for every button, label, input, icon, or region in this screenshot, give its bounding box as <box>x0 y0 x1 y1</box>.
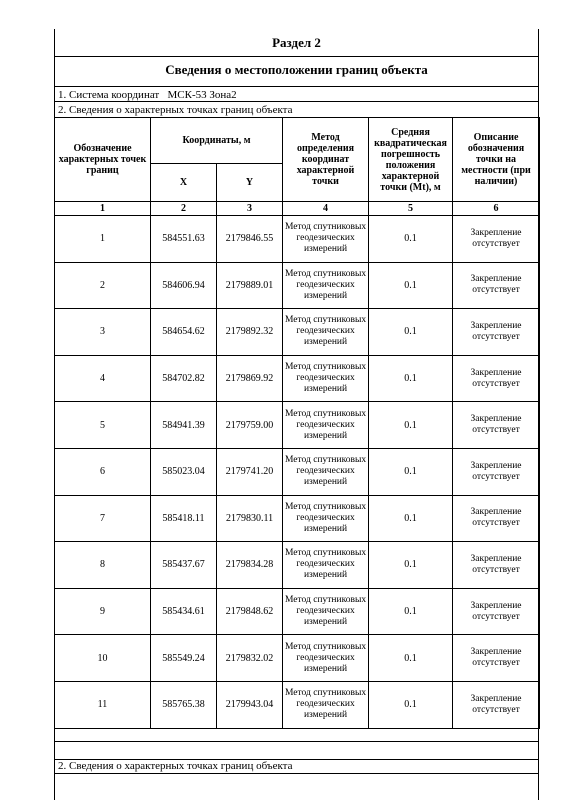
coord-y: 2179759.00 <box>217 402 283 449</box>
coord-y: 2179741.20 <box>217 448 283 495</box>
table-row <box>55 402 540 449</box>
method-cell: Метод спутниковых геодезических измерений <box>283 309 369 356</box>
description-cell: Закрепление отсутствует <box>453 216 540 263</box>
method-cell: Метод спутниковых геодезических измерений <box>283 635 369 682</box>
points-section-label: 2. Сведения о характерных точках границ объекта <box>58 104 293 116</box>
table-row <box>55 262 540 309</box>
coord-x: 585765.38 <box>151 681 217 728</box>
coord-y: 2179832.02 <box>217 635 283 682</box>
header-y: Y <box>217 164 283 202</box>
column-number: 3 <box>217 202 283 216</box>
table-row <box>55 216 540 263</box>
table-row <box>55 681 540 728</box>
method-cell: Метод спутниковых геодезических измерений <box>283 495 369 542</box>
table-row <box>55 542 540 589</box>
error-cell: 0.1 <box>369 635 453 682</box>
divider <box>54 86 539 87</box>
column-number: 1 <box>55 202 151 216</box>
point-id: 1 <box>55 216 151 263</box>
coord-x: 585023.04 <box>151 448 217 495</box>
coord-x: 585549.24 <box>151 635 217 682</box>
table-row <box>55 635 540 682</box>
footer-section-label: 2. Сведения о характерных точках границ объекта <box>58 760 293 772</box>
header-point: Обозначение характерных точек границ <box>55 118 151 202</box>
coord-x: 584551.63 <box>151 216 217 263</box>
coord-system-value: МСК-53 Зона2 <box>167 89 237 101</box>
table-row <box>55 588 540 635</box>
coord-y: 2179943.04 <box>217 681 283 728</box>
point-id: 5 <box>55 402 151 449</box>
point-id: 6 <box>55 448 151 495</box>
coord-x: 584654.62 <box>151 309 217 356</box>
divider <box>54 773 539 774</box>
error-cell: 0.1 <box>369 355 453 402</box>
error-cell: 0.1 <box>369 448 453 495</box>
point-id: 2 <box>55 262 151 309</box>
description-cell: Закрепление отсутствует <box>453 355 540 402</box>
header-x: X <box>151 164 217 202</box>
description-cell: Закрепление отсутствует <box>453 309 540 356</box>
section-title: Раздел 2 <box>272 35 321 50</box>
coord-x: 584941.39 <box>151 402 217 449</box>
error-cell: 0.1 <box>369 588 453 635</box>
error-cell: 0.1 <box>369 309 453 356</box>
coord-x: 585437.67 <box>151 542 217 589</box>
method-cell: Метод спутниковых геодезических измерений <box>283 681 369 728</box>
error-cell: 0.1 <box>369 542 453 589</box>
coord-y: 2179848.62 <box>217 588 283 635</box>
coord-y: 2179892.32 <box>217 309 283 356</box>
divider <box>54 56 539 57</box>
method-cell: Метод спутниковых геодезических измерений <box>283 542 369 589</box>
coord-y: 2179889.01 <box>217 262 283 309</box>
header-coords: Координаты, м <box>151 118 283 164</box>
description-cell: Закрепление отсутствует <box>453 402 540 449</box>
table-row <box>55 355 540 402</box>
section-subtitle: Сведения о местоположении границ объекта <box>165 62 428 77</box>
points-table-body <box>55 216 540 729</box>
point-id: 3 <box>55 309 151 356</box>
column-number: 6 <box>453 202 540 216</box>
method-cell: Метод спутниковых геодезических измерений <box>283 355 369 402</box>
table-row <box>55 309 540 356</box>
point-id: 10 <box>55 635 151 682</box>
coord-x: 585434.61 <box>151 588 217 635</box>
coord-y: 2179846.55 <box>217 216 283 263</box>
description-cell: Закрепление отсутствует <box>453 448 540 495</box>
coord-x: 584702.82 <box>151 355 217 402</box>
coord-system-row <box>58 89 237 101</box>
coord-y: 2179834.28 <box>217 542 283 589</box>
error-cell: 0.1 <box>369 681 453 728</box>
header-description: Описание обозначения точки на местности (при наличии) <box>453 118 540 202</box>
description-cell: Закрепление отсутствует <box>453 542 540 589</box>
point-id: 11 <box>55 681 151 728</box>
error-cell: 0.1 <box>369 216 453 263</box>
coord-x: 584606.94 <box>151 262 217 309</box>
error-cell: 0.1 <box>369 495 453 542</box>
point-id: 4 <box>55 355 151 402</box>
coord-x: 585418.11 <box>151 495 217 542</box>
method-cell: Метод спутниковых геодезических измерений <box>283 402 369 449</box>
description-cell: Закрепление отсутствует <box>453 262 540 309</box>
method-cell: Метод спутниковых геодезических измерений <box>283 216 369 263</box>
description-cell: Закрепление отсутствует <box>453 635 540 682</box>
divider <box>54 101 539 102</box>
error-cell: 0.1 <box>369 402 453 449</box>
table-row <box>55 495 540 542</box>
column-number: 5 <box>369 202 453 216</box>
header-error: Средняя квадратическая погрешность положения характерной точки (Mt), м <box>369 118 453 202</box>
point-id: 9 <box>55 588 151 635</box>
table-row <box>55 448 540 495</box>
method-cell: Метод спутниковых геодезических измерений <box>283 588 369 635</box>
header-method: Метод определения координат характерной точки <box>283 118 369 202</box>
error-cell: 0.1 <box>369 262 453 309</box>
description-cell: Закрепление отсутствует <box>453 588 540 635</box>
column-number: 4 <box>283 202 369 216</box>
method-cell: Метод спутниковых геодезических измерений <box>283 262 369 309</box>
method-cell: Метод спутниковых геодезических измерений <box>283 448 369 495</box>
divider <box>54 741 539 742</box>
description-cell: Закрепление отсутствует <box>453 681 540 728</box>
coord-y: 2179830.11 <box>217 495 283 542</box>
point-id: 8 <box>55 542 151 589</box>
coord-system-label: 1. Система координат <box>58 89 160 101</box>
point-id: 7 <box>55 495 151 542</box>
coord-y: 2179869.92 <box>217 355 283 402</box>
points-table <box>54 117 540 729</box>
column-number: 2 <box>151 202 217 216</box>
description-cell: Закрепление отсутствует <box>453 495 540 542</box>
